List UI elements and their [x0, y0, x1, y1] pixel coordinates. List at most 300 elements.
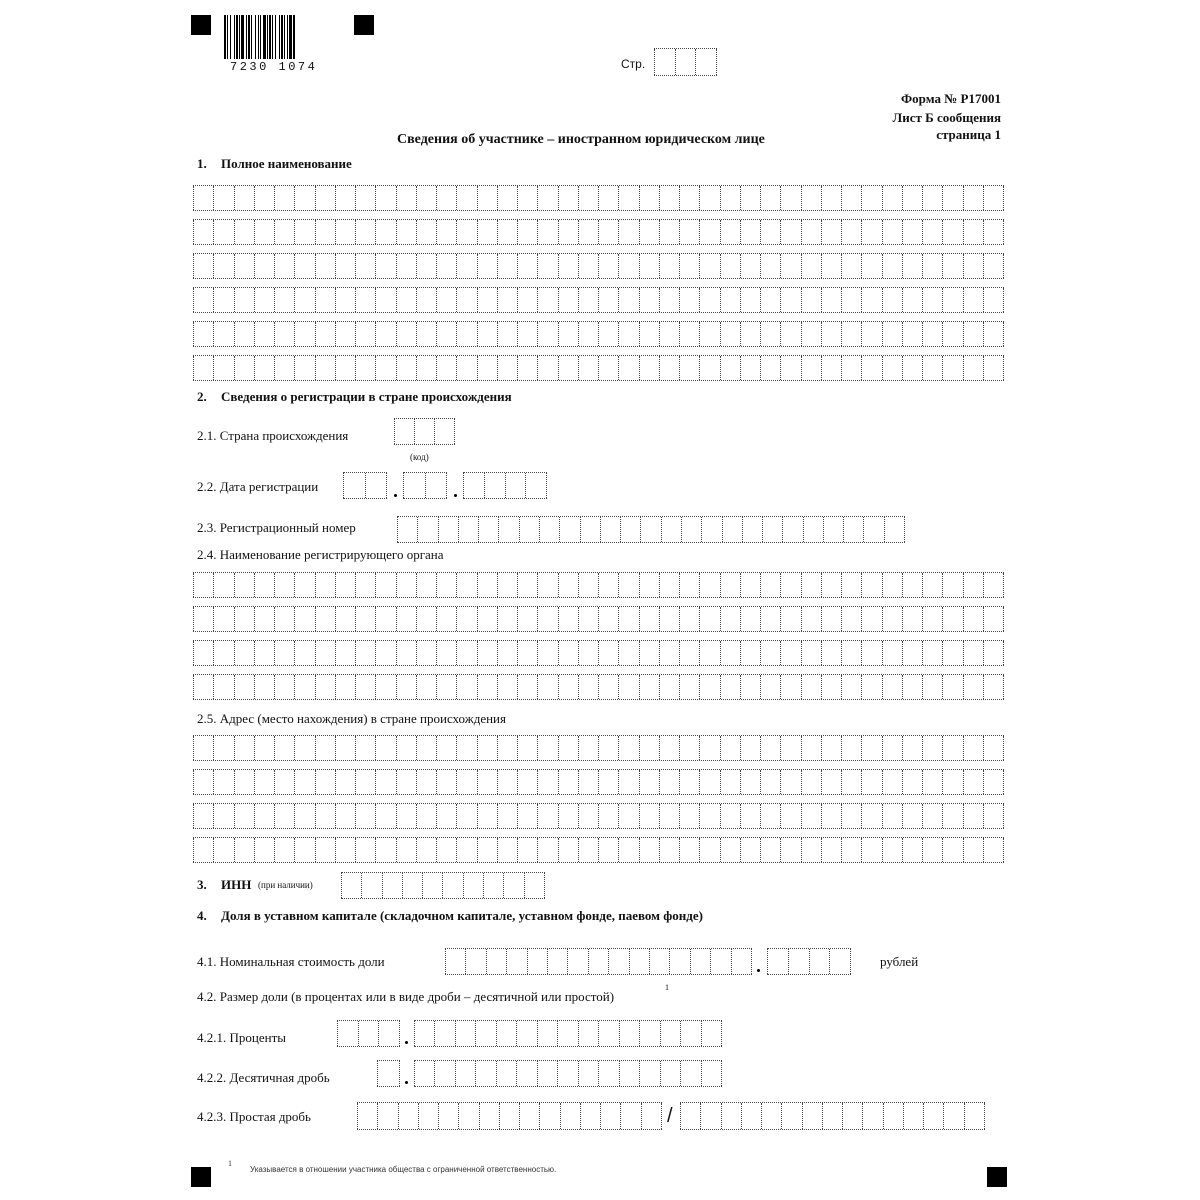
char-cell[interactable] [416, 322, 436, 346]
char-cell[interactable] [801, 322, 821, 346]
char-cell[interactable] [193, 770, 213, 794]
char-cell[interactable] [456, 288, 476, 312]
char-cell[interactable] [580, 517, 600, 542]
char-cell[interactable] [618, 322, 638, 346]
char-cell[interactable] [193, 641, 213, 665]
char-cell[interactable] [922, 838, 942, 862]
char-cell[interactable] [274, 356, 294, 380]
char-cell[interactable] [436, 356, 456, 380]
char-cell[interactable] [841, 186, 861, 210]
char-cell[interactable] [760, 254, 780, 278]
char-cell[interactable] [315, 641, 335, 665]
char-cell[interactable] [567, 949, 587, 974]
char-cell[interactable] [780, 220, 800, 244]
char-cell[interactable] [436, 254, 456, 278]
char-cell[interactable] [396, 322, 416, 346]
char-cell[interactable] [942, 770, 962, 794]
char-cell[interactable] [639, 573, 659, 597]
char-cell[interactable] [517, 607, 537, 631]
char-cell[interactable] [740, 254, 760, 278]
char-cell[interactable] [456, 220, 476, 244]
char-cell[interactable] [434, 1021, 454, 1046]
char-cell[interactable] [335, 322, 355, 346]
char-cell[interactable] [558, 573, 578, 597]
char-cell[interactable] [578, 838, 598, 862]
char-cell[interactable] [639, 254, 659, 278]
char-cell[interactable] [882, 804, 902, 828]
char-cell[interactable] [740, 322, 760, 346]
char-cell[interactable] [254, 838, 274, 862]
char-cell[interactable] [821, 770, 841, 794]
char-cell[interactable] [639, 607, 659, 631]
char-cell[interactable] [505, 473, 526, 498]
char-cell[interactable] [517, 641, 537, 665]
char-cell[interactable] [679, 838, 699, 862]
char-cell[interactable] [537, 675, 557, 699]
char-cell[interactable] [902, 573, 922, 597]
percent-whole-field[interactable] [337, 1020, 400, 1047]
char-cell[interactable] [547, 949, 567, 974]
char-cell[interactable] [983, 641, 1004, 665]
char-cell[interactable] [213, 607, 233, 631]
char-cell[interactable] [436, 770, 456, 794]
char-cell[interactable] [254, 641, 274, 665]
char-cell[interactable] [710, 949, 730, 974]
char-cell[interactable] [193, 838, 213, 862]
char-cell[interactable] [699, 254, 719, 278]
char-cell[interactable] [780, 288, 800, 312]
char-cell[interactable] [740, 288, 760, 312]
char-cell[interactable] [578, 1061, 598, 1086]
char-cell[interactable] [861, 770, 881, 794]
char-cell[interactable] [456, 573, 476, 597]
char-cell[interactable] [731, 949, 752, 974]
char-cell[interactable] [863, 517, 883, 542]
char-cell[interactable] [436, 220, 456, 244]
char-cell[interactable] [497, 607, 517, 631]
char-cell[interactable] [537, 356, 557, 380]
char-cell[interactable] [801, 254, 821, 278]
char-cell[interactable] [620, 1103, 640, 1129]
char-cell[interactable] [861, 254, 881, 278]
char-cell[interactable] [456, 736, 476, 760]
char-cell[interactable] [922, 573, 942, 597]
char-cell[interactable] [416, 675, 436, 699]
char-cell[interactable] [963, 607, 983, 631]
char-cell[interactable] [517, 770, 537, 794]
char-cell[interactable] [659, 322, 679, 346]
full-name-row-5[interactable] [193, 321, 1004, 347]
char-cell[interactable] [862, 1103, 882, 1129]
char-cell[interactable] [618, 607, 638, 631]
char-cell[interactable] [558, 356, 578, 380]
char-cell[interactable] [639, 186, 659, 210]
char-cell[interactable] [679, 736, 699, 760]
char-cell[interactable] [497, 804, 517, 828]
char-cell[interactable] [902, 736, 922, 760]
address-row-1[interactable] [193, 735, 1004, 761]
char-cell[interactable] [639, 356, 659, 380]
char-cell[interactable] [516, 1021, 536, 1046]
char-cell[interactable] [193, 607, 213, 631]
char-cell[interactable] [782, 517, 802, 542]
char-cell[interactable] [455, 1021, 475, 1046]
char-cell[interactable] [396, 254, 416, 278]
char-cell[interactable] [516, 1061, 536, 1086]
char-cell[interactable] [254, 573, 274, 597]
char-cell[interactable] [578, 288, 598, 312]
char-cell[interactable] [355, 322, 375, 346]
char-cell[interactable] [436, 641, 456, 665]
char-cell[interactable] [942, 356, 962, 380]
char-cell[interactable] [403, 473, 425, 498]
char-cell[interactable] [760, 356, 780, 380]
char-cell[interactable] [234, 288, 254, 312]
char-cell[interactable] [963, 186, 983, 210]
char-cell[interactable] [740, 838, 760, 862]
char-cell[interactable] [699, 356, 719, 380]
char-cell[interactable] [497, 736, 517, 760]
char-cell[interactable] [537, 804, 557, 828]
char-cell[interactable] [475, 1061, 495, 1086]
address-row-2[interactable] [193, 769, 1004, 795]
char-cell[interactable] [598, 288, 618, 312]
char-cell[interactable] [983, 186, 1004, 210]
char-cell[interactable] [274, 641, 294, 665]
char-cell[interactable] [456, 254, 476, 278]
char-cell[interactable] [213, 186, 233, 210]
char-cell[interactable] [436, 288, 456, 312]
char-cell[interactable] [294, 254, 314, 278]
char-cell[interactable] [600, 517, 620, 542]
char-cell[interactable] [396, 770, 416, 794]
char-cell[interactable] [801, 573, 821, 597]
char-cell[interactable] [760, 288, 780, 312]
char-cell[interactable] [213, 838, 233, 862]
char-cell[interactable] [841, 356, 861, 380]
char-cell[interactable] [903, 1103, 923, 1129]
char-cell[interactable] [416, 804, 436, 828]
char-cell[interactable] [578, 356, 598, 380]
char-cell[interactable] [983, 254, 1004, 278]
char-cell[interactable] [578, 675, 598, 699]
char-cell[interactable] [375, 288, 395, 312]
char-cell[interactable] [720, 804, 740, 828]
char-cell[interactable] [740, 220, 760, 244]
char-cell[interactable] [841, 675, 861, 699]
char-cell[interactable] [902, 220, 922, 244]
char-cell[interactable] [335, 573, 355, 597]
char-cell[interactable] [882, 573, 902, 597]
char-cell[interactable] [740, 186, 760, 210]
char-cell[interactable] [274, 804, 294, 828]
char-cell[interactable] [335, 220, 355, 244]
char-cell[interactable] [780, 770, 800, 794]
char-cell[interactable] [761, 1103, 781, 1129]
char-cell[interactable] [639, 770, 659, 794]
char-cell[interactable] [537, 288, 557, 312]
char-cell[interactable] [560, 1103, 580, 1129]
char-cell[interactable] [963, 675, 983, 699]
char-cell[interactable] [396, 607, 416, 631]
char-cell[interactable] [841, 607, 861, 631]
char-cell[interactable] [760, 641, 780, 665]
char-cell[interactable] [445, 949, 465, 974]
char-cell[interactable] [294, 770, 314, 794]
char-cell[interactable] [679, 186, 699, 210]
char-cell[interactable] [394, 419, 414, 444]
char-cell[interactable] [396, 288, 416, 312]
char-cell[interactable] [558, 607, 578, 631]
char-cell[interactable] [882, 322, 902, 346]
char-cell[interactable] [720, 770, 740, 794]
char-cell[interactable] [355, 356, 375, 380]
char-cell[interactable] [416, 186, 436, 210]
char-cell[interactable] [254, 770, 274, 794]
char-cell[interactable] [767, 949, 788, 974]
char-cell[interactable] [801, 804, 821, 828]
char-cell[interactable] [416, 356, 436, 380]
char-cell[interactable] [843, 517, 863, 542]
char-cell[interactable] [416, 220, 436, 244]
char-cell[interactable] [498, 517, 518, 542]
char-cell[interactable] [618, 254, 638, 278]
char-cell[interactable] [416, 573, 436, 597]
char-cell[interactable] [882, 641, 902, 665]
char-cell[interactable] [699, 641, 719, 665]
char-cell[interactable] [578, 254, 598, 278]
char-cell[interactable] [396, 186, 416, 210]
char-cell[interactable] [963, 736, 983, 760]
char-cell[interactable] [598, 322, 618, 346]
char-cell[interactable] [741, 1103, 761, 1129]
char-cell[interactable] [618, 641, 638, 665]
char-cell[interactable] [537, 1061, 557, 1086]
char-cell[interactable] [780, 641, 800, 665]
char-cell[interactable] [619, 1021, 639, 1046]
char-cell[interactable] [519, 517, 539, 542]
char-cell[interactable] [193, 186, 213, 210]
char-cell[interactable] [700, 1103, 720, 1129]
char-cell[interactable] [418, 1103, 438, 1129]
char-cell[interactable] [497, 641, 517, 665]
registration-number-field[interactable] [397, 516, 905, 543]
char-cell[interactable] [861, 186, 881, 210]
char-cell[interactable] [442, 873, 462, 898]
char-cell[interactable] [740, 356, 760, 380]
char-cell[interactable] [659, 356, 679, 380]
char-cell[interactable] [720, 254, 740, 278]
char-cell[interactable] [821, 607, 841, 631]
char-cell[interactable] [274, 322, 294, 346]
char-cell[interactable] [234, 838, 254, 862]
char-cell[interactable] [882, 186, 902, 210]
char-cell[interactable] [193, 573, 213, 597]
char-cell[interactable] [382, 873, 402, 898]
inn-field[interactable] [341, 872, 545, 899]
char-cell[interactable] [740, 770, 760, 794]
char-cell[interactable] [801, 770, 821, 794]
char-cell[interactable] [375, 804, 395, 828]
char-cell[interactable] [580, 1103, 600, 1129]
char-cell[interactable] [780, 675, 800, 699]
char-cell[interactable] [337, 1021, 358, 1046]
char-cell[interactable] [942, 322, 962, 346]
char-cell[interactable] [598, 254, 618, 278]
char-cell[interactable] [821, 186, 841, 210]
char-cell[interactable] [679, 804, 699, 828]
char-cell[interactable] [618, 220, 638, 244]
char-cell[interactable] [458, 1103, 478, 1129]
char-cell[interactable] [193, 254, 213, 278]
char-cell[interactable] [497, 220, 517, 244]
char-cell[interactable] [740, 675, 760, 699]
char-cell[interactable] [477, 288, 497, 312]
char-cell[interactable] [396, 675, 416, 699]
char-cell[interactable] [922, 288, 942, 312]
char-cell[interactable] [477, 573, 497, 597]
char-cell[interactable] [882, 838, 902, 862]
char-cell[interactable] [274, 220, 294, 244]
char-cell[interactable] [983, 770, 1004, 794]
char-cell[interactable] [618, 356, 638, 380]
char-cell[interactable] [213, 220, 233, 244]
char-cell[interactable] [902, 675, 922, 699]
char-cell[interactable] [335, 186, 355, 210]
char-cell[interactable] [254, 322, 274, 346]
char-cell[interactable] [517, 804, 537, 828]
char-cell[interactable] [680, 1021, 700, 1046]
char-cell[interactable] [922, 641, 942, 665]
char-cell[interactable] [699, 607, 719, 631]
char-cell[interactable] [720, 288, 740, 312]
char-cell[interactable] [294, 675, 314, 699]
char-cell[interactable] [861, 641, 881, 665]
char-cell[interactable] [294, 641, 314, 665]
char-cell[interactable] [537, 736, 557, 760]
char-cell[interactable] [720, 736, 740, 760]
char-cell[interactable] [801, 838, 821, 862]
char-cell[interactable] [983, 288, 1004, 312]
char-cell[interactable] [517, 356, 537, 380]
char-cell[interactable] [355, 254, 375, 278]
char-cell[interactable] [274, 573, 294, 597]
char-cell[interactable] [882, 607, 902, 631]
char-cell[interactable] [254, 736, 274, 760]
char-cell[interactable] [193, 736, 213, 760]
char-cell[interactable] [497, 573, 517, 597]
char-cell[interactable] [841, 838, 861, 862]
char-cell[interactable] [620, 517, 640, 542]
char-cell[interactable] [274, 736, 294, 760]
char-cell[interactable] [829, 949, 851, 974]
char-cell[interactable] [254, 288, 274, 312]
char-cell[interactable] [486, 949, 506, 974]
char-cell[interactable] [578, 573, 598, 597]
char-cell[interactable] [254, 675, 274, 699]
char-cell[interactable] [760, 322, 780, 346]
char-cell[interactable] [456, 186, 476, 210]
char-cell[interactable] [274, 288, 294, 312]
char-cell[interactable] [922, 736, 942, 760]
char-cell[interactable] [720, 838, 740, 862]
char-cell[interactable] [477, 804, 497, 828]
char-cell[interactable] [434, 419, 455, 444]
char-cell[interactable] [701, 1061, 722, 1086]
char-cell[interactable] [539, 517, 559, 542]
char-cell[interactable] [517, 838, 537, 862]
char-cell[interactable] [254, 356, 274, 380]
char-cell[interactable] [679, 254, 699, 278]
char-cell[interactable] [861, 288, 881, 312]
full-name-row-6[interactable] [193, 355, 1004, 381]
char-cell[interactable] [821, 736, 841, 760]
char-cell[interactable] [720, 186, 740, 210]
char-cell[interactable] [619, 1061, 639, 1086]
char-cell[interactable] [963, 356, 983, 380]
char-cell[interactable] [234, 322, 254, 346]
char-cell[interactable] [740, 804, 760, 828]
char-cell[interactable] [721, 1103, 741, 1129]
char-cell[interactable] [402, 873, 422, 898]
char-cell[interactable] [600, 1103, 620, 1129]
char-cell[interactable] [315, 770, 335, 794]
char-cell[interactable] [456, 838, 476, 862]
char-cell[interactable] [539, 1103, 559, 1129]
char-cell[interactable] [841, 220, 861, 244]
char-cell[interactable] [821, 675, 841, 699]
char-cell[interactable] [983, 804, 1004, 828]
char-cell[interactable] [234, 607, 254, 631]
address-row-3[interactable] [193, 803, 1004, 829]
full-name-row-2[interactable] [193, 219, 1004, 245]
char-cell[interactable] [414, 419, 434, 444]
nominal-kopecks-field[interactable] [767, 948, 851, 975]
char-cell[interactable] [517, 573, 537, 597]
char-cell[interactable] [358, 1021, 379, 1046]
char-cell[interactable] [416, 736, 436, 760]
char-cell[interactable] [740, 641, 760, 665]
char-cell[interactable] [963, 322, 983, 346]
char-cell[interactable] [234, 356, 254, 380]
char-cell[interactable] [477, 322, 497, 346]
char-cell[interactable] [841, 322, 861, 346]
char-cell[interactable] [578, 322, 598, 346]
char-cell[interactable] [649, 949, 669, 974]
char-cell[interactable] [497, 675, 517, 699]
char-cell[interactable] [294, 220, 314, 244]
char-cell[interactable] [608, 949, 628, 974]
char-cell[interactable] [822, 1103, 842, 1129]
char-cell[interactable] [478, 517, 498, 542]
char-cell[interactable] [234, 254, 254, 278]
char-cell[interactable] [983, 736, 1004, 760]
char-cell[interactable] [618, 736, 638, 760]
char-cell[interactable] [213, 288, 233, 312]
char-cell[interactable] [618, 838, 638, 862]
char-cell[interactable] [963, 220, 983, 244]
char-cell[interactable] [742, 517, 762, 542]
char-cell[interactable] [517, 186, 537, 210]
char-cell[interactable] [416, 838, 436, 862]
char-cell[interactable] [942, 573, 962, 597]
char-cell[interactable] [659, 186, 679, 210]
char-cell[interactable] [455, 1061, 475, 1086]
char-cell[interactable] [618, 573, 638, 597]
char-cell[interactable] [234, 675, 254, 699]
char-cell[interactable] [760, 186, 780, 210]
char-cell[interactable] [438, 517, 458, 542]
